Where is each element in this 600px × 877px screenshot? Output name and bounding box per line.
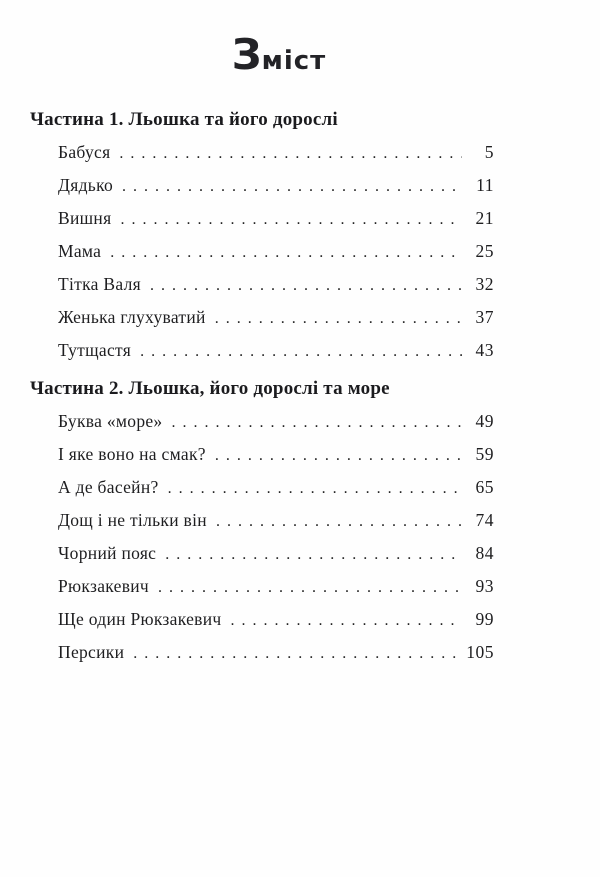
entry-title: Дощ і не тільки він [58,510,207,530]
dot-leader [215,438,462,472]
section-heading: Частина 1. Льошка та його дорослі [30,109,338,130]
entry-title: Чорний пояс [58,543,157,563]
dot-leader [230,603,462,637]
entry-page-number: 84 [475,543,494,563]
entry-page-number: 37 [475,307,494,327]
section-entries [30,136,494,367]
entry-title: А де басейн? [58,477,159,497]
entry-page-number: 25 [475,241,494,261]
toc-entry [58,405,494,438]
toc-entry [58,438,494,471]
toc-section-1 [30,103,494,367]
dot-leader [215,301,462,335]
dot-leader [140,334,462,368]
toc-section-2 [30,372,494,669]
toc-entry [58,636,494,669]
section-heading: Частина 2. Льошка, його дорослі та море [30,378,390,399]
dot-leader [171,405,462,439]
dot-leader [165,537,462,571]
entry-page-number: 11 [476,175,494,195]
toc-entry [58,603,494,636]
toc-entry [58,504,494,537]
toc-entry [58,268,494,301]
page-title: Зміст [231,30,327,79]
table-of-contents [30,103,494,669]
toc-entry [58,471,494,504]
entry-title: Бабуся [58,142,111,162]
entry-title: Ще один Рюкзакевич [58,609,222,629]
toc-entry [58,537,494,570]
dot-leader [110,235,462,269]
entry-page-number: 59 [475,444,494,464]
entry-page-number: 93 [475,576,494,596]
entry-page-number: 43 [475,340,494,360]
section-entries [30,405,494,669]
toc-entry [58,334,494,367]
toc-entry [58,202,494,235]
entry-page-number: 65 [475,477,494,497]
toc-entry [58,301,494,334]
dot-leader [133,636,460,670]
toc-entry [58,235,494,268]
toc-entry [58,136,494,169]
dot-leader [168,471,462,505]
entry-title: Мама [58,241,102,261]
dot-leader [150,268,462,302]
entry-title: Буква «море» [58,411,163,431]
entry-title: Женька глухуватий [58,307,206,327]
dot-leader [120,202,462,236]
toc-entry [58,169,494,202]
entry-title: Тутщастя [58,340,132,360]
entry-title: Дядько [58,175,114,195]
entry-page-number: 105 [466,642,494,662]
toc-entry [58,570,494,603]
entry-title: Тітка Валя [58,274,141,294]
entry-title: І яке воно на смак? [58,444,206,464]
entry-page-number: 5 [484,142,494,162]
entry-title: Рюкзакевич [58,576,150,596]
dot-leader [122,169,462,203]
entry-page-number: 21 [475,208,494,228]
entry-title: Персики [58,642,125,662]
dot-leader [158,570,462,604]
entry-page-number: 49 [475,411,494,431]
entry-title: Вишня [58,208,112,228]
entry-page-number: 99 [475,609,494,629]
entry-page-number: 74 [475,510,494,530]
dot-leader [216,504,462,538]
entry-page-number: 32 [475,274,494,294]
dot-leader [119,136,462,170]
